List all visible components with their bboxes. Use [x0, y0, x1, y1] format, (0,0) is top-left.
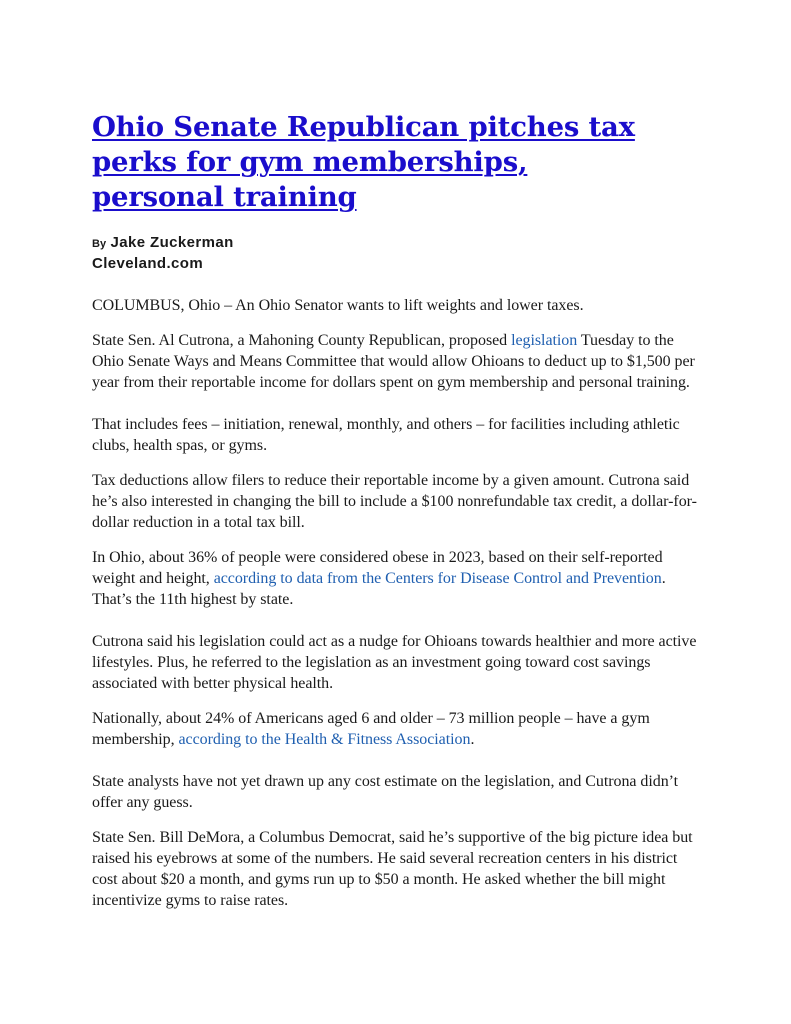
paragraph-7-text-b: .	[470, 731, 475, 748]
paragraph-7	[92, 708, 702, 750]
paragraph-5-text-a: In Ohio, about 36% of people were considered obese in 2023, based on their self-reported weight and height,	[92, 549, 663, 587]
paragraph-2-text-a: State Sen. Al Cutrona, a Mahoning County Republican, proposed	[92, 332, 512, 349]
paragraph-6: Cutrona said his legislation could act as a nudge for Ohioans towards healthier and more active lifestyles. Plus, he referred to the legislation as an investment going toward cost savings associated with better physical health.	[92, 633, 697, 692]
paragraph-2	[92, 330, 702, 393]
byline	[92, 233, 702, 273]
headline-line-1: Ohio Senate Republican pitches tax	[92, 111, 635, 143]
paragraph-5	[92, 547, 702, 610]
paragraph-1: COLUMBUS, Ohio – An Ohio Senator wants to lift weights and lower taxes.	[92, 297, 584, 314]
headline-link[interactable]	[92, 111, 635, 213]
health-fitness-association-link[interactable]: according to the Health & Fitness Association	[178, 731, 471, 748]
headline-line-2: perks for gym memberships,	[92, 146, 528, 178]
cdc-data-link[interactable]: according to data from the Centers for Disease Control and Prevention	[213, 570, 662, 587]
paragraph-8: State analysts have not yet drawn up any cost estimate on the legislation, and Cutrona didn’t offer any guess.	[92, 773, 679, 811]
paragraph-5-text-b: . That’s the 11th highest by state.	[92, 570, 666, 608]
legislation-link[interactable]: legislation	[511, 332, 578, 349]
article-body	[92, 295, 702, 911]
byline-prefix: By	[92, 238, 107, 250]
outlet-name: Cleveland.com	[92, 255, 204, 272]
article-headline	[92, 110, 702, 215]
headline-line-3: personal training	[92, 181, 357, 213]
paragraph-7-text-a: Nationally, about 24% of Americans aged 6 and older – 73 million people – have a gym membership,	[92, 710, 650, 748]
paragraph-9: State Sen. Bill DeMora, a Columbus Democrat, said he’s supportive of the big picture idea but raised his eyebrows at some of the numbers. He said several recreation centers in his district cost about $20 a month, and gyms run up to $50 a month. He asked whether the bill might incentivize gyms to raise rates.	[92, 829, 693, 909]
author-name: Jake Zuckerman	[110, 234, 234, 251]
paragraph-3: That includes fees – initiation, renewal, monthly, and others – for facilities including athletic clubs, health spas, or gyms.	[92, 416, 680, 454]
paragraph-4: Tax deductions allow filers to reduce their reportable income by a given amount. Cutrona said he’s also interested in changing the bill to include a $100 nonrefundable tax credit, a dollar-for-dollar reduction in a total tax bill.	[92, 472, 697, 531]
paragraph-2-text-b: Tuesday to the Ohio Senate Ways and Means Committee that would allow Ohioans to deduct up to $1,500 per year from their reportable income for dollars spent on gym membership and personal training.	[92, 332, 695, 391]
article	[92, 110, 702, 911]
